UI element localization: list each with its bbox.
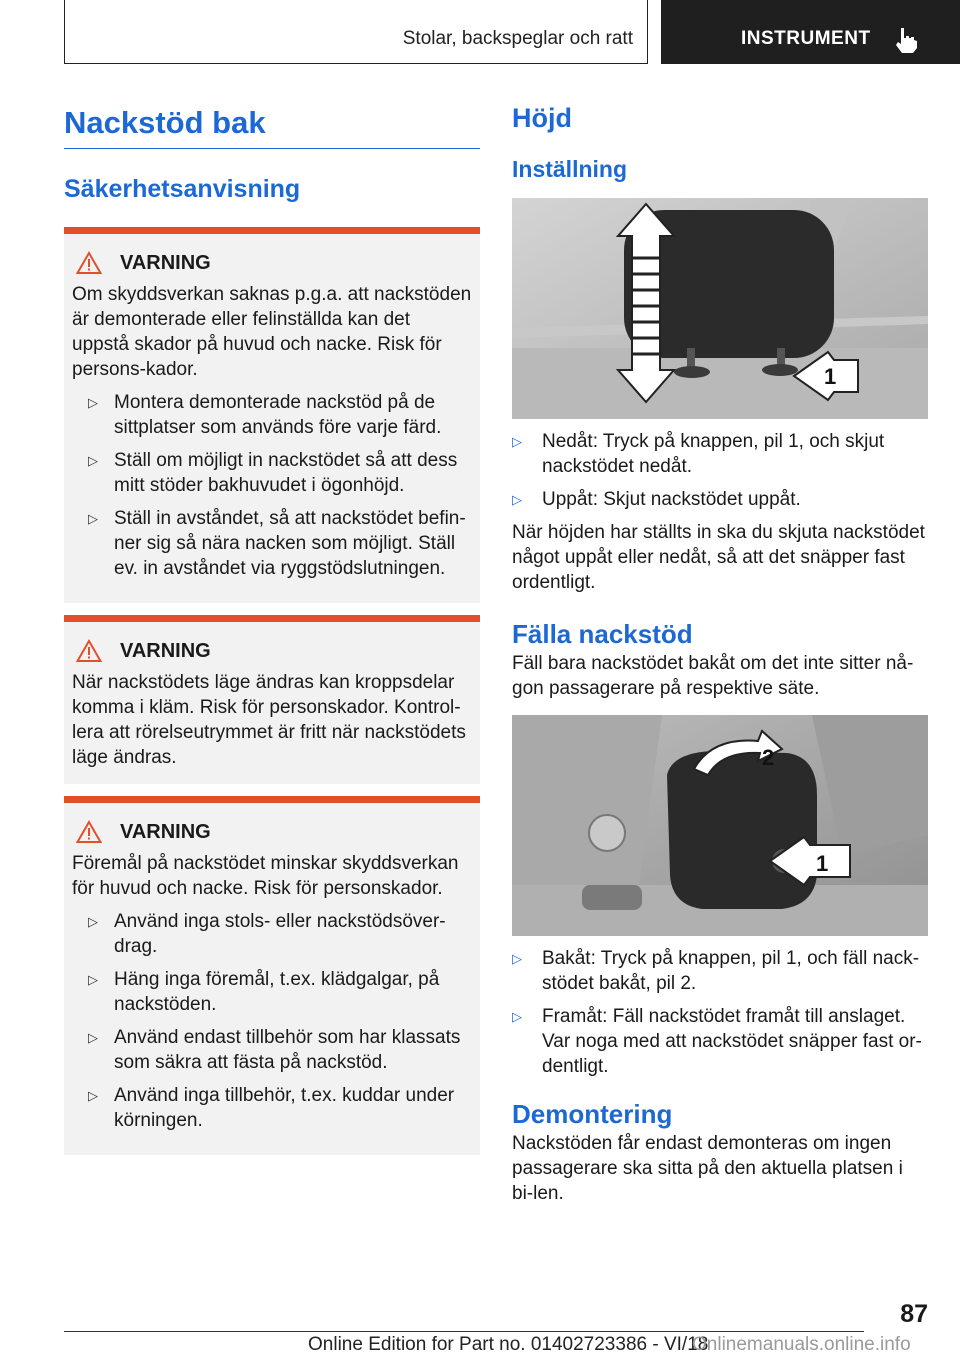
list-item-text: Bakåt: Tryck på knappen, pil 1, och fäll nack-stödet bakåt, pil 2. — [542, 948, 920, 994]
warning-triangle-icon — [76, 639, 102, 663]
triangle-right-icon: ▷ — [512, 1009, 522, 1024]
page-title: Nackstöd bak — [64, 96, 480, 149]
right-column — [512, 96, 928, 1206]
list-item-text: Ställ in avståndet, så att nackstödet befin-ner sig så nära nacken som möjligt. Ställ ev. in avståndet via ryggstödslutningen. — [114, 508, 466, 579]
list-item — [72, 909, 472, 959]
fold-text: Fäll bara nackstödet bakåt om det inte sitter nå-gon passagerare på respektive säte. — [512, 653, 914, 699]
list-item-text: Framåt: Fäll nackstödet framåt till anslaget. Var noga med att nackstödet snäpper fast or-dentligt. — [542, 1006, 922, 1077]
list-item — [512, 946, 928, 996]
headrest-height-illustration — [512, 198, 928, 419]
list-item-text: Använd inga stols- eller nackstödsöver-drag. — [114, 911, 446, 957]
warning-box-1 — [64, 227, 480, 603]
header-tab-label: INSTRUMENT — [741, 28, 871, 49]
triangle-right-icon: ▷ — [512, 492, 522, 507]
adjust-heading: Inställning — [512, 156, 627, 182]
remove-text: Nackstöden får endast demonteras om ingen passagerare ska sitta på den aktuella platsen i bi-len. — [512, 1133, 903, 1204]
header-section-title: Stolar, backspeglar och ratt — [402, 28, 633, 49]
height-note: När höjden har ställts in ska du skjuta nackstödet något uppåt eller nedåt, så att det snäpper fast ordentligt. — [512, 522, 925, 593]
warning-header — [72, 817, 472, 847]
list-item — [72, 1083, 472, 1133]
fold-steps — [512, 946, 928, 1079]
left-column — [64, 96, 480, 1155]
warning-text: Om skyddsverkan saknas p.g.a. att nackstöden är demonterade eller felinställda kan det uppstå skador på huvud och nacke. Risk för persons-kador. — [72, 284, 472, 380]
triangle-right-icon: ▷ — [88, 511, 98, 526]
list-item — [72, 967, 472, 1017]
list-item-text: Montera demonterade nackstöd på de sittplatser som används före varje färd. — [114, 392, 442, 438]
warning-label: VARNING — [120, 639, 211, 662]
warning-header — [72, 636, 472, 666]
remove-heading: Demontering — [512, 1099, 673, 1129]
list-item-text: Uppåt: Skjut nackstödet uppåt. — [542, 489, 801, 510]
triangle-right-icon: ▷ — [88, 1088, 98, 1103]
warning-header — [72, 248, 472, 278]
list-item — [72, 1025, 472, 1075]
footer-divider — [64, 1331, 864, 1332]
headrest-fold-illustration — [512, 715, 928, 936]
fold-heading: Fälla nackstöd — [512, 619, 693, 649]
list-item — [512, 1004, 928, 1079]
triangle-right-icon: ▷ — [88, 972, 98, 987]
list-item — [72, 506, 472, 581]
triangle-right-icon: ▷ — [512, 951, 522, 966]
list-item — [72, 390, 472, 440]
footer-edition: Online Edition for Part no. 01402723386 - VI/18 — [308, 1334, 709, 1355]
warning-text: Föremål på nackstödet minskar skyddsverkan för huvud och nacke. Risk för personskador. — [72, 853, 459, 899]
warning-triangle-icon — [76, 820, 102, 844]
triangle-right-icon: ▷ — [512, 434, 522, 449]
page-number: 87 — [900, 1300, 928, 1328]
triangle-right-icon: ▷ — [88, 395, 98, 410]
callout-1: 1 — [816, 851, 829, 876]
callout-1: 1 — [824, 364, 837, 389]
warning-triangle-icon — [76, 251, 102, 275]
list-item-text: Använd endast tillbehör som har klassats som säkra att fästa på nackstöd. — [114, 1027, 461, 1073]
height-heading: Höjd — [512, 103, 572, 133]
warning-label: VARNING — [120, 251, 211, 274]
list-item — [512, 429, 928, 479]
header-tab-instrument[interactable] — [661, 0, 960, 64]
warning-box-3 — [64, 796, 480, 1155]
height-steps — [512, 429, 928, 512]
warning-list — [72, 909, 472, 1133]
triangle-right-icon: ▷ — [88, 914, 98, 929]
footer-watermark: Onlinemanuals.online.info — [692, 1334, 911, 1355]
triangle-right-icon: ▷ — [88, 1030, 98, 1045]
triangle-right-icon: ▷ — [88, 453, 98, 468]
warning-list — [72, 390, 472, 581]
list-item — [512, 487, 928, 512]
list-item-text: Ställ om möjligt in nackstödet så att dess mitt stöder bakhuvudet i ögonhöjd. — [114, 450, 458, 496]
warning-box-2 — [64, 615, 480, 784]
callout-2: 2 — [762, 745, 775, 770]
list-item-text: Nedåt: Tryck på knappen, pil 1, och skjut nackstödet nedåt. — [542, 431, 885, 477]
safety-heading: Säkerhetsanvisning — [64, 175, 301, 203]
list-item — [72, 448, 472, 498]
list-item-text: Häng inga föremål, t.ex. klädgalgar, på nackstöden. — [114, 969, 440, 1015]
list-item-text: Använd inga tillbehör, t.ex. kuddar under körningen. — [114, 1085, 455, 1131]
header-frame — [64, 0, 648, 64]
pointing-hand-icon — [893, 26, 919, 54]
warning-label: VARNING — [120, 820, 211, 843]
warning-text: När nackstödets läge ändras kan kroppsdelar komma i kläm. Risk för personskador. Kontrol-lera att rörelseutrymmet är fritt när nackstödets läge ändras. — [72, 672, 466, 768]
